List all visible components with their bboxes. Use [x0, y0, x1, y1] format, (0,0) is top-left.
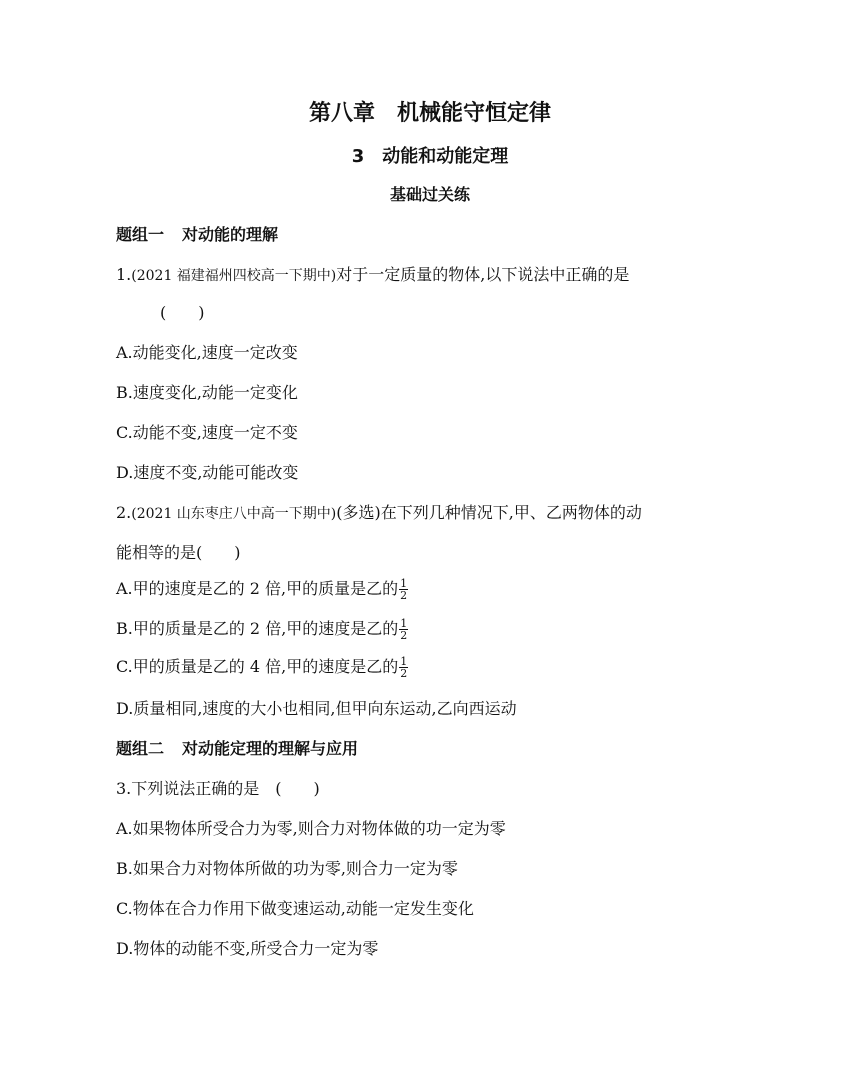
- option-a: [116, 576, 408, 601]
- fraction: [399, 618, 408, 641]
- option-a: A.动能变化,速度一定改变: [116, 343, 298, 362]
- fraction-numerator: 1: [400, 655, 408, 668]
- question-3-stem: 3.下列说法正确的是 ( ): [116, 779, 320, 798]
- fraction: [399, 656, 408, 679]
- question-2-stem: [116, 500, 642, 523]
- group-heading-1: [116, 222, 278, 245]
- question-1-stem: [116, 262, 629, 285]
- option-c: C.物体在合力作用下做变速运动,动能一定发生变化: [116, 899, 474, 918]
- fraction-denominator: 2: [400, 667, 408, 680]
- option-b: B.速度变化,动能一定变化: [116, 383, 298, 402]
- option-d: D.物体的动能不变,所受合力一定为零: [116, 939, 379, 958]
- question-number: 2.: [116, 503, 132, 522]
- question-source: (2021 山东枣庄八中高一下期中): [131, 506, 337, 522]
- option-text: B.甲的质量是乙的 2 倍,甲的速度是乙的: [116, 619, 399, 638]
- exercise-subtitle: 基础过关练: [389, 185, 470, 204]
- group-label: 题组一: [116, 225, 165, 244]
- answer-blank: ( ): [160, 303, 205, 322]
- fraction: [399, 578, 408, 601]
- option-a: A.如果物体所受合力为零,则合力对物体做的功一定为零: [116, 819, 506, 838]
- question-number: 1.: [116, 265, 132, 284]
- group-title: 对动能定理的理解与应用: [182, 739, 359, 758]
- group-heading-2: [116, 736, 358, 759]
- fraction-denominator: 2: [400, 589, 408, 602]
- fraction-numerator: 1: [400, 617, 408, 630]
- question-text: 对于一定质量的物体,以下说法中正确的是: [336, 265, 630, 284]
- group-title: 对动能的理解: [182, 225, 279, 244]
- chapter-title: 第八章 机械能守恒定律: [308, 101, 551, 126]
- option-d: D.质量相同,速度的大小也相同,但甲向东运动,乙向西运动: [116, 699, 517, 718]
- group-label: 题组二: [116, 739, 165, 758]
- option-d: D.速度不变,动能可能改变: [116, 463, 299, 482]
- option-text: C.甲的质量是乙的 4 倍,甲的速度是乙的: [116, 657, 399, 676]
- option-c: C.动能不变,速度一定不变: [116, 423, 298, 442]
- option-text: A.甲的速度是乙的 2 倍,甲的质量是乙的: [116, 579, 399, 598]
- question-2-stem-continued: 能相等的是( ): [116, 543, 241, 562]
- question-text: (多选)在下列几种情况下,甲、乙两物体的动: [336, 503, 642, 522]
- option-b: [116, 616, 408, 641]
- option-b: B.如果合力对物体所做的功为零,则合力一定为零: [116, 859, 458, 878]
- section-title: 3 动能和动能定理: [351, 146, 509, 167]
- fraction-denominator: 2: [400, 629, 408, 642]
- fraction-numerator: 1: [400, 577, 408, 590]
- option-c: [116, 654, 408, 679]
- question-source: (2021 福建福州四校高一下期中): [131, 268, 337, 284]
